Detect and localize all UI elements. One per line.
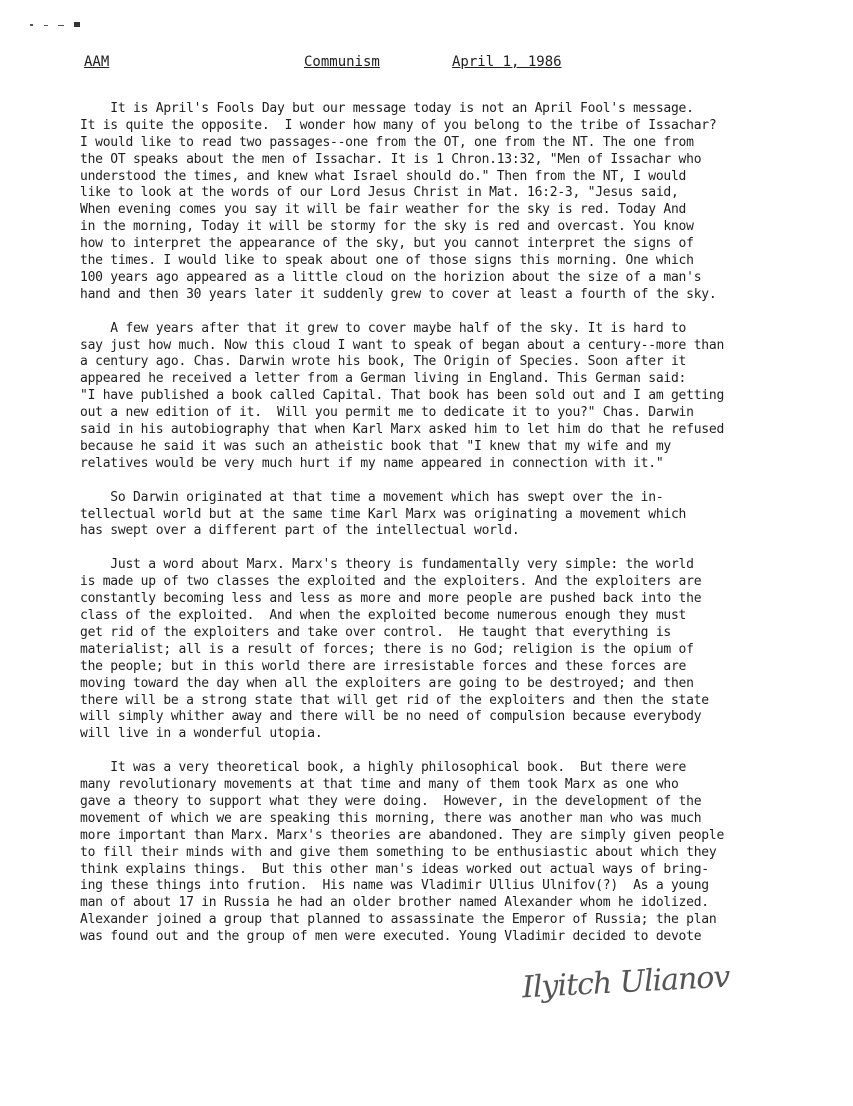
document-date: April 1, 1986 — [452, 54, 562, 70]
text-line: hand and then 30 years later it suddenly grew to cover at least a fourth of the sky. — [80, 286, 717, 302]
paragraph — [80, 490, 780, 541]
text-line: has swept over a different part of the intellectual world. — [80, 523, 520, 539]
text-line: I would like to read two passages--one from the OT, one from the NT. The one from — [80, 134, 694, 150]
text-line: a century ago. Chas. Darwin wrote his book, The Origin of Species. Soon after it — [80, 354, 687, 370]
text-line: understood the times, and knew what Israel should do." Then from the NT, I would — [80, 168, 687, 184]
text-line: When evening comes you say it will be fair weather for the sky is red. Today And — [80, 202, 687, 218]
text-line: class of the exploited. And when the exploited become numerous enough they must — [80, 608, 687, 624]
text-line: Alexander joined a group that planned to assassinate the Emperor of Russia; the plan — [80, 912, 717, 928]
text-line: the times. I would like to speak about one of those signs this morning. One which — [80, 253, 694, 269]
text-line: It is April's Fools Day but our message today is not an April Fool's message. — [80, 101, 694, 116]
text-line: Just a word about Marx. Marx's theory is fundamentally very simple: the world — [80, 557, 694, 573]
scan-speck — [58, 25, 64, 26]
text-line: like to look at the words of our Lord Jesus Christ in Mat. 16:2-3, "Jesus said, — [80, 185, 679, 201]
text-line: say just how much. Now this cloud I want to speak of began about a century--more than — [80, 337, 725, 353]
text-line: to fill their minds with and give them something to be enthusiastic about which they — [80, 844, 717, 860]
text-line: tellectual world but at the same time Karl Marx was originating a movement which — [80, 506, 687, 522]
text-line: ing these things into frution. His name was Vladimir Ullius Ulnifov(?) As a young — [80, 878, 709, 894]
paragraph — [80, 321, 780, 473]
text-line: there will be a strong state that will get rid of the exploiters and then the state — [80, 692, 709, 708]
text-line: movement of which we are speaking this morning, there was another man who was much — [80, 810, 702, 826]
text-line: constantly becoming less and less as more and more people are pushed back into the — [80, 591, 702, 607]
text-line: more important than Marx. Marx's theories are abandoned. They are simply given people — [80, 827, 725, 843]
text-line: It is quite the opposite. I wonder how many of you belong to the tribe of Issachar? — [80, 117, 717, 133]
text-line: relatives would be very much hurt if my name appeared in connection with it." — [80, 455, 664, 471]
text-line: in the morning, Today it will be stormy for the sky is red and overcast. You know — [80, 219, 694, 235]
handwritten-signature: Ilyitch Ulianov — [521, 959, 731, 1006]
text-line: A few years after that it grew to cover maybe half of the sky. It is hard to — [80, 320, 687, 336]
text-line: the OT speaks about the men of Issachar. It is 1 Chron.13:32, "Men of Issachar who — [80, 151, 702, 167]
text-line: man of about 17 in Russia he had an older brother named Alexander whom he idolized. — [80, 895, 709, 911]
text-line: "I have published a book called Capital. That book has been sold out and I am getting — [80, 388, 725, 404]
author-initials: AAM — [84, 54, 110, 70]
text-line: out a new edition of it. Will you permit me to dedicate it to you?" Chas. Darwin — [80, 405, 694, 421]
text-line: the people; but in this world there are irresistable forces and these forces are — [80, 658, 687, 674]
text-line: will simply whither away and there will be no need of compulsion because everybody — [80, 709, 702, 725]
text-line: because he said it was such an atheistic book that "I knew that my wife and my — [80, 438, 671, 454]
text-line: It was a very theoretical book, a highly philosophical book. But there were — [80, 760, 687, 776]
text-line: get rid of the exploiters and take over control. He taught that everything is — [80, 624, 671, 640]
document-title: Communism — [304, 54, 380, 70]
text-line: was found out and the group of men were executed. Young Vladimir decided to devote — [80, 929, 702, 945]
text-line: think explains things. But this other man's ideas worked out actual ways of bring- — [80, 861, 709, 877]
text-line: gave a theory to support what they were doing. However, in the development of the — [80, 793, 702, 809]
scan-speck — [74, 22, 80, 27]
text-line: 100 years ago appeared as a little cloud on the horizion about the size of a man's — [80, 269, 702, 285]
text-line: materialist; all is a result of forces; there is no God; religion is the opium of — [80, 641, 694, 657]
text-line: many revolutionary movements at that time and many of them took Marx as one who — [80, 777, 679, 793]
text-line: will live in a wonderful utopia. — [80, 726, 323, 742]
text-line: said in his autobiography that when Karl Marx asked him to let him do that he refused — [80, 422, 725, 438]
text-line: moving toward the day when all the exploiters are going to be destroyed; and then — [80, 675, 694, 691]
scan-speck — [30, 24, 33, 26]
scan-speck — [44, 25, 48, 26]
text-line: So Darwin originated at that time a movement which has swept over the in- — [80, 489, 664, 505]
paragraph — [80, 760, 780, 946]
page-header — [0, 54, 853, 76]
text-line: how to interpret the appearance of the sky, but you cannot interpret the signs of — [80, 236, 694, 252]
paragraph — [80, 557, 780, 743]
text-line: is made up of two classes the exploited and the exploiters. And the exploiters are — [80, 574, 702, 590]
text-line: appeared he received a letter from a German living in England. This German said: — [80, 371, 687, 387]
document-body — [80, 101, 780, 963]
paragraph — [80, 101, 780, 304]
